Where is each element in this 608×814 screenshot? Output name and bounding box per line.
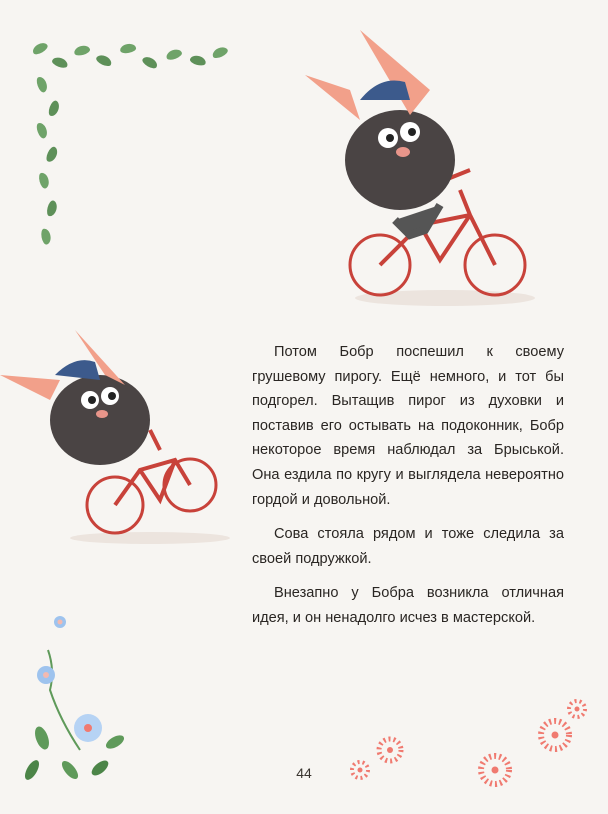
flower-decoration-bottom-right: [345, 695, 585, 805]
leaf-icon: [104, 733, 126, 752]
leaf-icon: [73, 44, 91, 57]
leaf-icon: [95, 53, 113, 68]
story-paragraph: Потом Бобр поспешил к своему грушевому пирогу. Ещё немного, и тот бы подгорел. Вытащив пирог из духовки и поставив его остывать на подоконник, Бобр некоторое время наблюдал за Брыськой. Она ездила по кругу и выглядела невероятно гордой и довольной.: [252, 344, 564, 508]
leaf-icon: [141, 55, 159, 71]
leaf-icon: [38, 172, 51, 190]
stem-shape: [48, 650, 80, 750]
bat-pupil: [108, 392, 116, 400]
story-text: [252, 340, 564, 641]
story-paragraph: Внезапно у Бобра возникла отличная идея, и он ненадолго исчез в мастерской.: [252, 585, 564, 626]
cap-shape: [360, 80, 410, 100]
leaf-icon: [35, 75, 49, 93]
bat-left-ear: [305, 75, 360, 120]
bat-pupil: [408, 128, 416, 136]
bat-on-bicycle-illustration-left: [0, 320, 230, 550]
leaf-icon: [45, 145, 60, 163]
bat-pupil: [88, 396, 96, 404]
bat-nose: [96, 410, 108, 418]
pink-flower-icon: [379, 739, 401, 761]
blue-flower-icon: [74, 714, 102, 742]
pink-flower-icon: [541, 721, 569, 749]
leaf-icon: [32, 725, 51, 752]
leaf-icon: [31, 41, 49, 57]
leaf-icon: [47, 99, 61, 117]
leaf-icon: [51, 56, 69, 70]
shadow-shape: [70, 532, 230, 544]
story-paragraph: Сова стояла рядом и тоже следила за своей подружкой.: [252, 526, 564, 567]
blue-flower-icon: [37, 666, 55, 684]
pink-flower-icon: [569, 701, 585, 717]
cap-shape: [55, 360, 100, 380]
bat-pupil: [386, 134, 394, 142]
blue-flower-icon: [54, 616, 66, 628]
bat-left-ear: [0, 375, 60, 400]
leaf-icon: [119, 43, 136, 55]
leaf-icon: [189, 54, 207, 67]
page-number: 44: [296, 765, 312, 781]
bat-body: [345, 110, 455, 210]
leaf-icon: [35, 121, 49, 139]
leaf-icon: [40, 228, 52, 245]
leaf-icon: [165, 48, 183, 62]
leaf-icon: [211, 45, 229, 60]
bat-on-bicycle-illustration-top: [300, 20, 550, 310]
bat-body: [50, 375, 150, 465]
bat-right-ear: [360, 30, 430, 115]
leaf-icon: [46, 200, 59, 218]
bat-nose: [396, 147, 410, 157]
